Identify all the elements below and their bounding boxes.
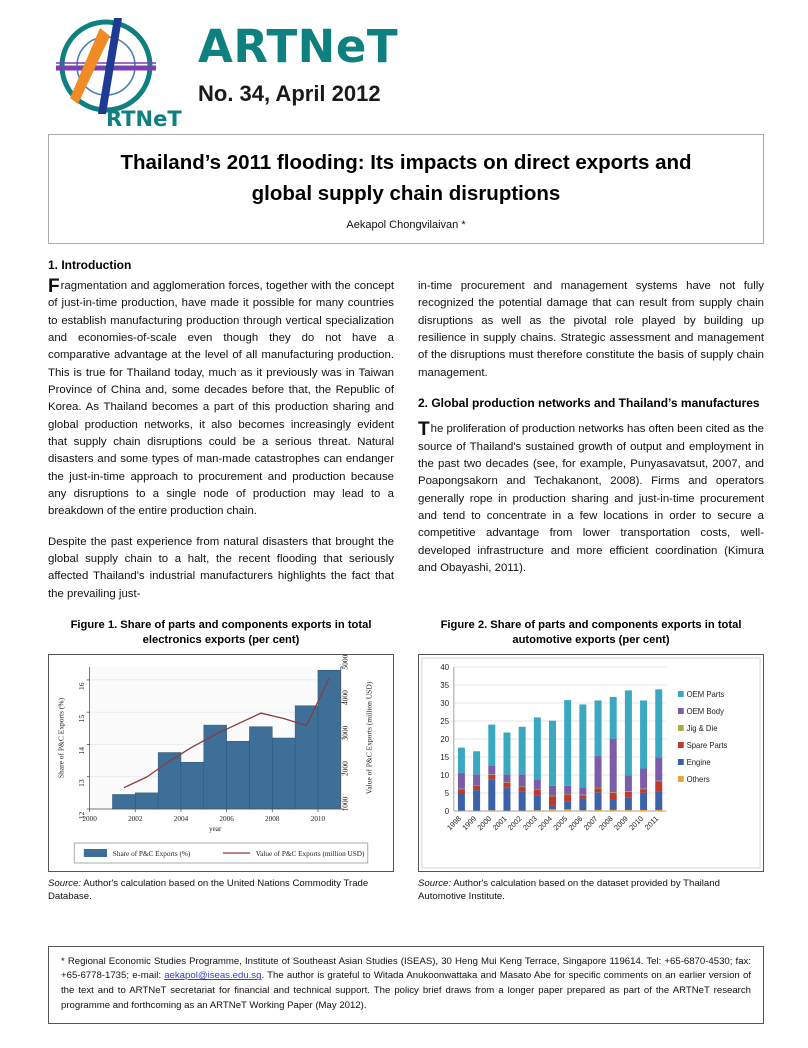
figure-1-bar (135, 793, 158, 809)
svg-text:30: 30 (440, 699, 450, 709)
figure-2-bar-segment (473, 811, 480, 812)
svg-text:Share of P&C Exports (%): Share of P&C Exports (%) (56, 698, 66, 779)
svg-text:2008: 2008 (596, 814, 615, 833)
figure-1-bar (227, 741, 250, 809)
figure-2-bar-segment (488, 780, 495, 811)
section2-paragraph-1 (418, 421, 764, 577)
figure-2-title-line1: Figure 2. Share of parts and components exports in total (440, 619, 742, 631)
figure-2-bar-segment (640, 810, 647, 811)
figure-2-bar-segment (564, 700, 571, 786)
figure-2-bar-segment (610, 800, 617, 810)
svg-text:2008: 2008 (265, 814, 280, 824)
svg-text:2004: 2004 (173, 814, 189, 824)
svg-text:2001: 2001 (490, 814, 509, 833)
page-header (0, 0, 808, 130)
figure-2-bar-segment (610, 697, 617, 739)
figure-2-bar-segment (473, 751, 480, 774)
figure-2-bar-segment (503, 775, 510, 783)
figure-2-bar-segment (640, 793, 647, 810)
svg-text:2003: 2003 (521, 814, 539, 833)
section-heading-introduction: 1. Introduction (48, 258, 132, 273)
svg-text:Spare Parts: Spare Parts (686, 741, 728, 751)
figure-2-bar-segment (579, 705, 586, 788)
figure-2-bar-segment (549, 796, 556, 805)
figure-1-legend-swatch-bar (84, 849, 107, 857)
figure-2-bar-segment (595, 810, 602, 811)
figure-2-bar-segment (519, 811, 526, 812)
section-heading-global-production: 2. Global production networks and Thailand’s manufactures (418, 396, 760, 411)
figure-2-bar-segment (655, 758, 662, 781)
figure-2-bar-segment (625, 810, 632, 811)
figure-2-bar-segment (488, 725, 495, 766)
figure-2-source (418, 878, 764, 904)
figure-2-bar-segment (549, 809, 556, 811)
svg-text:Jig & Die: Jig & Die (686, 724, 718, 734)
svg-text:2007: 2007 (581, 814, 600, 833)
svg-text:0: 0 (444, 807, 450, 817)
figure-2-bar-segment (655, 781, 662, 782)
figure-2-bar-segment (549, 786, 556, 796)
figure-2-bar-segment (549, 796, 556, 797)
figure-2-bar-segment (579, 795, 586, 798)
figure-2-bar-segment (503, 783, 510, 788)
svg-text:2006: 2006 (566, 814, 585, 833)
figure-2-bar-segment (488, 775, 495, 780)
figure-2-bar-segment (595, 792, 602, 810)
svg-text:Engine: Engine (686, 758, 711, 768)
document-title-line1: Thailand’s 2011 flooding: Its impacts on direct exports and (120, 151, 692, 174)
body-columns (48, 278, 764, 616)
svg-text:10: 10 (440, 771, 450, 781)
figure-2-bar-segment (610, 792, 617, 793)
figure-1-bar (272, 738, 295, 809)
svg-text:2009: 2009 (612, 814, 630, 833)
figure-2-bar-segment (503, 733, 510, 775)
header-text-block (180, 14, 764, 107)
figure-2-legend-swatch (678, 691, 684, 697)
svg-text:5000: 5000 (340, 654, 350, 670)
issue-number: No. 34, April 2012 (198, 81, 381, 106)
figure-2-bar-segment (519, 792, 526, 811)
figure-1-title (48, 618, 394, 648)
brand-title: ARTNeT (198, 20, 399, 73)
figure-2-bar-segment (473, 785, 480, 786)
title-box (48, 134, 764, 244)
document-title-line2: global supply chain disruptions (251, 182, 561, 206)
column-right (418, 278, 764, 616)
dropcap-t: T (418, 419, 430, 441)
svg-text:year: year (208, 824, 222, 834)
svg-text:15: 15 (440, 753, 450, 763)
svg-text:2002: 2002 (128, 814, 143, 824)
figure-2-bar-segment (625, 792, 632, 798)
intro-paragraph-1-text: ragmentation and agglomeration forces, together with the concept of just-in-time production, have made it possible for many countries to establish manufacturing production through vertical specialization and economies-of-scale even though they do not have a comparative advantage at the level of all manufacturing production. This is true for Thailand today, much as it previously was in Taiwan Province of China and, some decades before that, the Republic of Korea. As Thailand becomes a part of this production sharing and global production networks, it also becomes increasingly evident that supply chain disruptions could be a serious threat. Natural disasters and some types of man-made catastrophes can endanger the just-in-time approach to procurement and production because any disruptions to a single node of production may lead to a breakdown of the entire production chain. (48, 280, 394, 518)
svg-text:Share of P&C Exports (%): Share of P&C Exports (%) (112, 849, 191, 859)
figure-2-bar-segment (640, 769, 647, 789)
svg-text:Others: Others (686, 775, 710, 785)
svg-text:1000: 1000 (340, 796, 350, 812)
figure-2-bar-segment (564, 809, 571, 811)
svg-text:40: 40 (440, 663, 450, 673)
svg-text:3000: 3000 (340, 725, 350, 741)
figure-1 (48, 618, 394, 904)
figure-2-bar-segment (534, 790, 541, 796)
column-left (48, 278, 394, 616)
figure-2-bar-segment (458, 811, 465, 812)
svg-text:OEM Body: OEM Body (686, 707, 724, 717)
figure-2-bar-segment (610, 739, 617, 793)
svg-text:20: 20 (440, 735, 450, 745)
figure-2-legend-swatch (678, 708, 684, 714)
figure-2-bar-segment (564, 786, 571, 794)
svg-text:Value of P&C Exports (million: Value of P&C Exports (million USD) (364, 681, 374, 795)
figure-2-bar-segment (519, 727, 526, 775)
figure-2-bar-segment (625, 776, 632, 792)
figure-2-bar-segment (579, 799, 586, 811)
figure-1-source-label: Source: (48, 878, 82, 890)
svg-text:1999: 1999 (460, 814, 478, 833)
figure-2-bar-segment (534, 718, 541, 780)
figure-2-bar-segment (655, 781, 662, 792)
figure-2-bar-segment (655, 690, 662, 758)
svg-text:2010: 2010 (627, 814, 645, 833)
artnet-logo-icon (48, 14, 180, 132)
figure-2-bar-segment (519, 775, 526, 787)
figure-2-bar-segment (640, 701, 647, 769)
figure-2-bar-segment (595, 701, 602, 756)
svg-text:13: 13 (76, 779, 86, 788)
figure-2-bar-segment (534, 810, 541, 811)
figure-2-legend-swatch (678, 725, 684, 731)
figure-2-bar-segment (595, 788, 602, 789)
svg-text:16: 16 (76, 682, 86, 691)
svg-text:2002: 2002 (505, 814, 524, 833)
svg-text:OEM Parts: OEM Parts (686, 690, 725, 700)
figure-2-bar-segment (579, 810, 586, 811)
figure-2-bar-segment (564, 802, 571, 810)
artnet-logo (48, 14, 180, 132)
figure-2-frame (418, 654, 764, 872)
figure-1-title-line1: Figure 1. Share of parts and components exports in total (70, 619, 372, 631)
figure-2-bar-segment (595, 756, 602, 788)
figure-1-frame (48, 654, 394, 872)
figure-1-bar (318, 670, 341, 809)
figure-2-bar-segment (503, 787, 510, 810)
figure-2-bar-segment (655, 792, 662, 810)
figure-2-bar-segment (458, 789, 465, 793)
figure-2-bar-segment (640, 789, 647, 793)
figure-1-bar (204, 725, 227, 809)
svg-text:2000: 2000 (82, 814, 97, 824)
svg-text:2011: 2011 (642, 814, 661, 833)
figure-2-bar-segment (549, 721, 556, 786)
figure-2 (418, 618, 764, 904)
svg-text:4000: 4000 (340, 690, 350, 706)
figure-2-bar-segment (503, 811, 510, 812)
section2-paragraph-1-text: he proliferation of production networks has often been cited as the source of Thailand's sustained growth of output and employment in the past two decades (see, for example, Punyasavatsut, 2007, and Poapongsakorn and Techakanont, 2008). Firms and operators generally rope in production sharing and just-in-time procurement and tend to concentrate in a few locations in order to secure a competitive advantage from lower transportation costs, well-developed infrastructure and more efficient coordination (Kimura and Obayashi, 2011). (418, 423, 764, 574)
figures-row (48, 618, 764, 904)
svg-text:Value of P&C Exports (million: Value of P&C Exports (million USD) (255, 849, 365, 859)
figure-2-chart-canvas (421, 657, 761, 869)
figure-2-bar-segment (534, 780, 541, 790)
figure-2-bar-segment (488, 766, 495, 774)
intro-paragraph-2: Despite the past experience from natural disasters that brought the global supply chain to a halt, the recent flooding that seriously affected Thailand's industrial manufacturers highlights the fact that the prevailing just- (48, 535, 394, 600)
figure-2-bar-segment (458, 748, 465, 773)
figure-2-bar-segment (488, 774, 495, 775)
footnote-part2: . The author is grateful to Witada Anukoonwattaka and Masato Abe for specific comments on an earlier version of the text and to ARTNeT secretariat for financial and technical support. The policy brief draws from a longer paper prepared as part of the ARTNeT research programme and forthcoming as an ARTNeT Working Paper (May 2012). (61, 970, 751, 1012)
right-paragraph-1: in-time procurement and management systems have not fully recognized the potential damage that can result from supply chain disruptions as well as the pivotal role played by building up resilience in supply chains. Strategic assessment and management of the disruptions must therefore constitute the basis of supply chain management. (418, 280, 764, 379)
figure-2-bar-segment (640, 789, 647, 790)
figure-2-bar-segment (473, 774, 480, 785)
figure-1-source (48, 878, 394, 904)
figure-2-bar-segment (519, 787, 526, 788)
figure-1-bar (181, 762, 204, 809)
figure-2-legend-swatch (678, 776, 684, 782)
figure-2-bar-segment (655, 810, 662, 811)
figure-2-bar-segment (579, 787, 586, 795)
footnote-box (48, 946, 764, 1024)
svg-text:12: 12 (76, 811, 86, 820)
svg-text:2000: 2000 (475, 814, 494, 833)
figure-2-bar-segment (488, 810, 495, 811)
figure-2-bar-segment (595, 789, 602, 793)
figure-2-bar-segment (610, 793, 617, 800)
figure-2-bar-segment (473, 786, 480, 791)
figure-2-bar-segment (625, 798, 632, 810)
figure-2-source-text: Author's calculation based on the dataset provided by Thailand Automotive Institute. (418, 878, 720, 903)
svg-text:5: 5 (444, 789, 450, 799)
footnote-text (61, 955, 751, 1014)
figure-2-bar-segment (579, 795, 586, 796)
figure-2-source-label: Source: (418, 878, 452, 890)
figure-1-bar (112, 795, 135, 810)
svg-text:2005: 2005 (551, 814, 570, 833)
figure-1-title-line2: electronics exports (per cent) (142, 634, 300, 647)
svg-text:1998: 1998 (445, 814, 463, 833)
figure-2-bar-segment (458, 773, 465, 789)
svg-text:15: 15 (76, 715, 86, 723)
figure-2-bar-segment (564, 794, 571, 795)
figure-2-legend-swatch (678, 759, 684, 765)
footnote-part1: * Regional Economic Studies Programme, Institute of Southeast Asian Studies (ISEAS), 30 Heng Mui Keng Terrace, Singapore 119614. Tel: +65-6870-4530; fax: +65-6778-1735; e-mail: (61, 955, 751, 982)
svg-text:2010: 2010 (310, 814, 326, 824)
svg-text:14: 14 (76, 747, 86, 755)
figure-2-title-line2: automotive exports (per cent) (512, 634, 670, 647)
figure-2-bar-segment (458, 789, 465, 790)
figure-2-bar-segment (610, 810, 617, 811)
svg-text:25: 25 (440, 717, 450, 727)
figure-2-bar-segment (534, 795, 541, 810)
figure-2-bar-segment (625, 691, 632, 776)
figure-1-bar (249, 727, 272, 809)
figure-1-chart-canvas (51, 654, 391, 869)
document-author: Aekapol Chongvilaivan * (346, 219, 466, 232)
figure-2-bar-segment (503, 782, 510, 783)
figure-1-bar (295, 706, 318, 809)
svg-text:35: 35 (440, 681, 450, 691)
figure-2-bar-segment (473, 790, 480, 811)
intro-paragraph-1 (48, 278, 394, 521)
figure-2-bar-segment (458, 793, 465, 811)
figure-2-legend-swatch (678, 742, 684, 748)
footnote-email-link[interactable]: aekapol@iseas.edu.sg (164, 970, 262, 982)
svg-text:2006: 2006 (219, 814, 234, 824)
figure-2-bar-segment (564, 795, 571, 802)
figure-1-source-text: Author's calculation based on the United Nations Commodity Trade Database. (48, 878, 369, 903)
svg-text:2004: 2004 (536, 814, 554, 833)
figure-2-bar-segment (534, 789, 541, 790)
figure-2-title (418, 618, 764, 648)
figure-2-bar-segment (549, 806, 556, 810)
figure-2-bar-segment (519, 787, 526, 792)
figure-2-bar-segment (625, 791, 632, 792)
svg-text:2000: 2000 (340, 761, 350, 777)
logo-wordmark: RTNeT (106, 107, 182, 131)
dropcap-f: F (48, 276, 60, 298)
